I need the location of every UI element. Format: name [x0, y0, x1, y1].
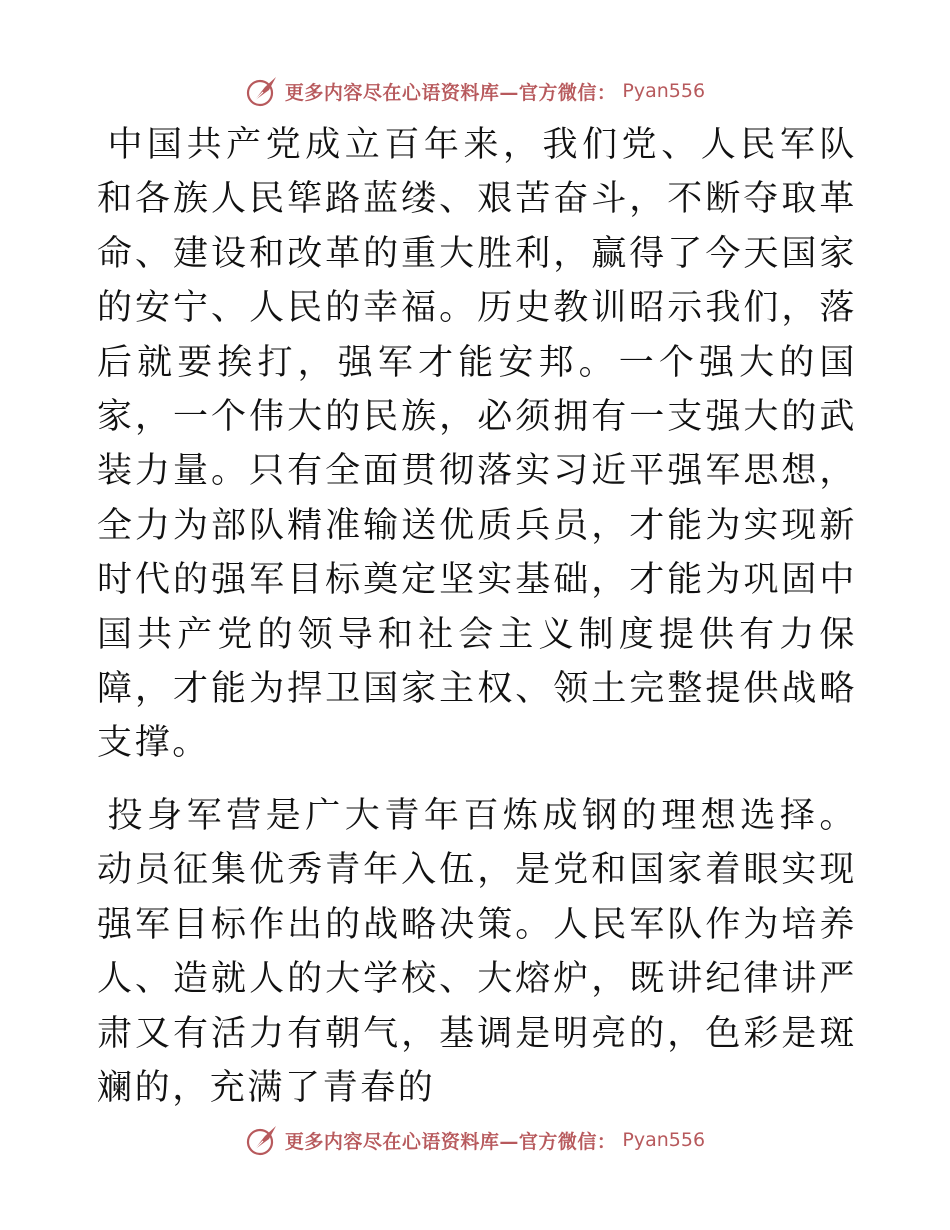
quill-pen-circle-icon	[245, 1123, 279, 1157]
watermark-text: 更多内容尽在心语资料库—官方微信：	[284, 1130, 617, 1153]
paragraph-2: 投身军营是广大青年百炼成钢的理想选择。动员征集优秀青年入伍，是党和国家着眼实现强军目标作出的战略决策。人民军队作为培养人、造就人的大学校、大熔炉，既讲纪律讲严肃又有活力有朝气，基调是明亮的，色彩是斑斓的，充满了青春的	[97, 795, 857, 1108]
watermark-wechat-id: Pyan556	[622, 80, 706, 102]
quill-pen-circle-icon	[245, 74, 279, 108]
watermark-wechat-id: Pyan556	[622, 1129, 706, 1151]
paragraph-1: 中国共产党成立百年来，我们党、人民军队和各族人民筚路蓝缕、艰苦奋斗，不断夺取革命、建设和改革的重大胜利，赢得了今天国家的安宁、人民的幸福。历史教训昭示我们，落后就要挨打，强军才能安邦。一个强大的国家，一个伟大的民族，必须拥有一支强大的武装力量。只有全面贯彻落实习近平强军思想，全力为部队精准输送优质兵员，才能为实现新时代的强军目标奠定坚实基础，才能为巩固中国共产党的领导和社会主义制度提供有力保障，才能为捍卫国家主权、领土完整提供战略支撑。	[97, 125, 857, 764]
document-body	[97, 118, 857, 1115]
footer-watermark	[0, 1120, 950, 1160]
header-watermark	[0, 71, 950, 111]
watermark-text: 更多内容尽在心语资料库—官方微信：	[284, 81, 617, 104]
